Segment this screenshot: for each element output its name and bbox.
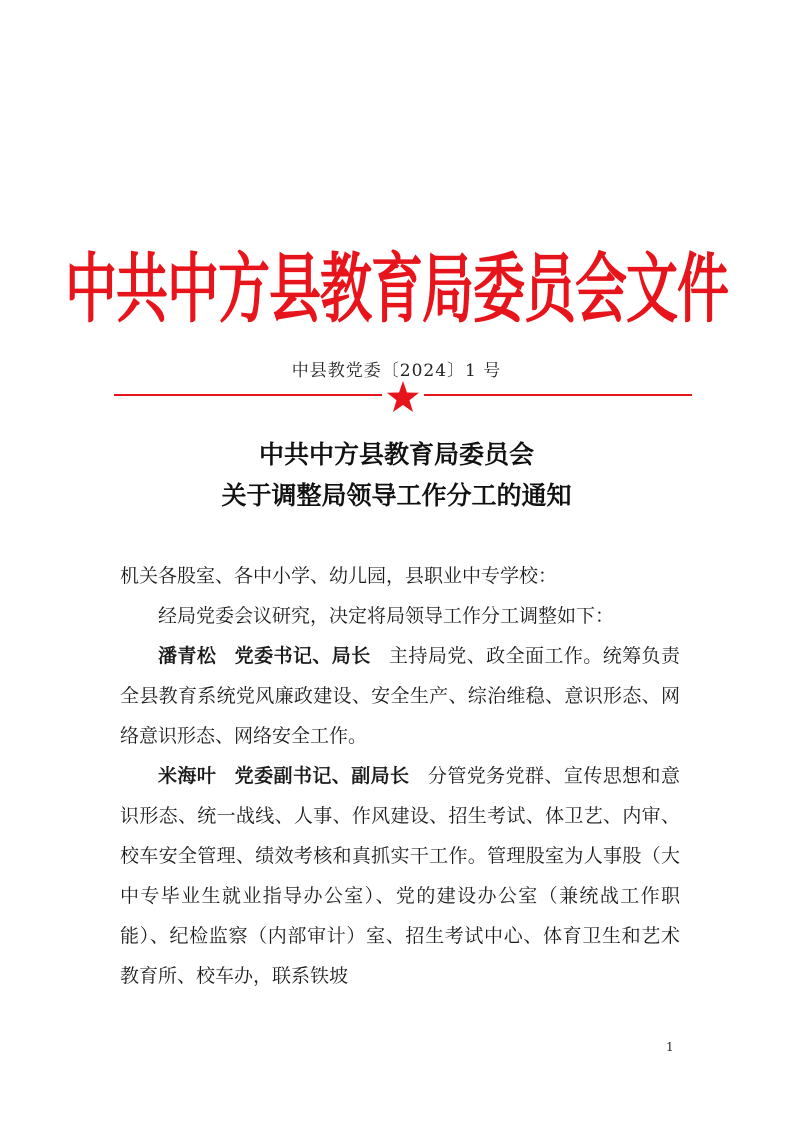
leader-name: 潘青松 xyxy=(158,645,217,667)
leader-paragraph xyxy=(120,636,680,756)
notice-title-line-2: 关于调整局领导工作分工的通知 xyxy=(221,481,572,510)
red-divider-left xyxy=(114,394,382,396)
addressee: 机关各股室、各中小学、幼儿园，县职业中专学校： xyxy=(120,565,558,587)
leader-duties: 分管党务党群、宣传思想和意识形态、统一战线、人事、作风建设、招生考试、体卫艺、内审、校车安全管理、绩效考核和真抓实干工作。管理股室为人事股（大中专毕业生就业指导办公室）、党的建设办公室（兼统战工作职能）、纪检监察（内部审计）室、招生考试中心、体育卫生和艺术教育所、校车办，联系铁坡 xyxy=(120,765,680,987)
red-divider-right xyxy=(424,394,692,396)
leader-duties: 主持局党、政全面工作。统筹负责全县教育系统党风廉政建设、安全生产、综治维稳、意识形态、网络意识形态、网络安全工作。 xyxy=(120,645,680,747)
leader-role: 党委书记、局长 xyxy=(234,645,371,667)
leader-name: 米海叶 xyxy=(158,765,217,787)
red-star-icon xyxy=(386,380,420,414)
notice-title-line-1: 中共中方县教育局委员会 xyxy=(258,440,534,469)
leader-paragraph xyxy=(120,756,680,996)
document-body xyxy=(120,556,680,996)
document-number: 中县教党委〔2024〕1 号 xyxy=(291,361,502,381)
page-number: 1 xyxy=(666,1040,674,1054)
leader-role: 党委副书记、副局长 xyxy=(234,765,410,787)
intro-paragraph: 经局党委会议研究，决定将局领导工作分工调整如下： xyxy=(158,605,615,627)
document-masthead: 中共中方县教育局委员会文件 xyxy=(64,245,728,334)
